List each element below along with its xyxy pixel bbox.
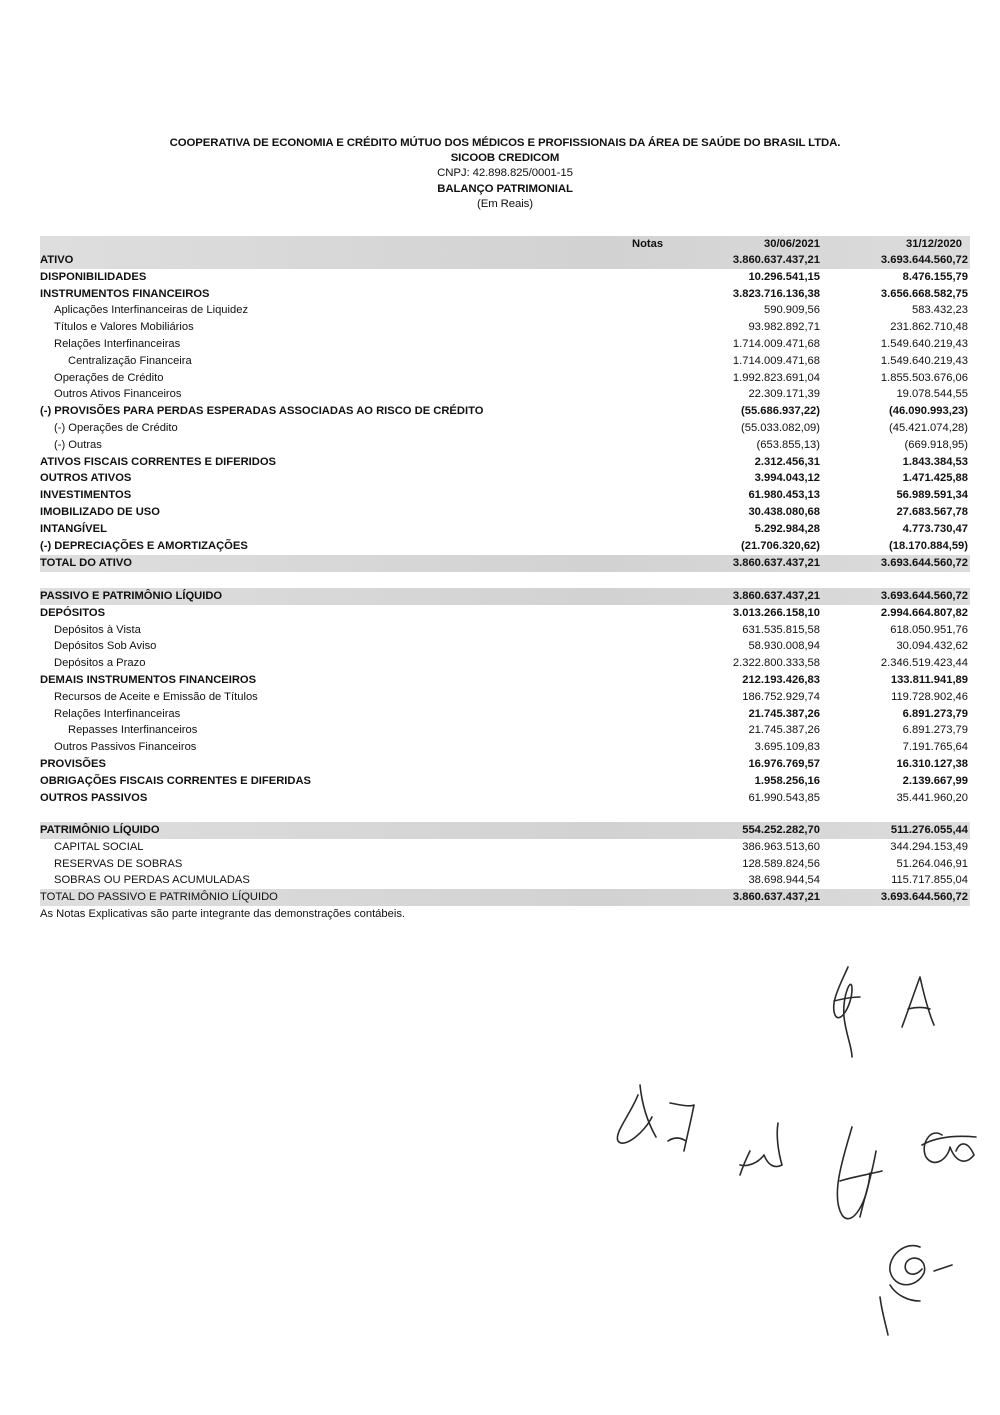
table-row (40, 655, 970, 672)
table-row (40, 756, 970, 773)
table-row (40, 470, 970, 487)
col-notas: Notas (632, 238, 664, 250)
table-row (40, 386, 970, 403)
row-value-1: 21.745.387,26 (748, 707, 820, 720)
row-value-2: (46.090.993,23) (889, 405, 968, 418)
company-name: COOPERATIVA DE ECONOMIA E CRÉDITO MÚTUO DOS MÉDICOS E PROFISSIONAIS DA ÁREA DE SAÚDE DO BRASIL LTDA. (169, 137, 841, 149)
row-value-1: 22.309.171,39 (748, 388, 820, 401)
table-row (40, 487, 970, 504)
row-label: Aplicações Interfinanceiras de Liquidez (54, 304, 249, 317)
table-row (40, 588, 970, 605)
row-value-2: 115.717.855,04 (891, 874, 968, 887)
row-value-1: 212.193.426,83 (742, 674, 820, 686)
row-value-2: 51.264.046,91 (896, 857, 968, 870)
row-value-2: 119.728.902,46 (891, 690, 968, 703)
row-value-2: 618.050.951,76 (890, 623, 968, 636)
column-header-row (40, 236, 970, 253)
row-value-1: 1.992.823.691,04 (732, 371, 820, 384)
total-row (40, 889, 970, 906)
table-row (40, 672, 970, 689)
row-value-1: 2.312.456,31 (754, 455, 820, 468)
row-value-1: (55.033.082,09) (741, 422, 820, 434)
total-row (40, 555, 970, 572)
row-label: INSTRUMENTOS FINANCEIROS (40, 287, 210, 300)
col-date-2: 31/12/2020 (906, 238, 962, 250)
row-label: Relações Interfinanceiras (54, 707, 181, 720)
row-value-2: 133.811.941,89 (890, 674, 968, 686)
table-row (40, 521, 970, 538)
row-label: (-) PROVISÕES PARA PERDAS ESPERADAS ASSOCIADAS AO RISCO DE CRÉDITO (40, 405, 484, 418)
row-label: SOBRAS OU PERDAS ACUMULADAS (54, 874, 250, 887)
table-row (40, 872, 970, 889)
row-value-2: 3.693.644.560,72 (880, 590, 968, 602)
row-label: Operações de Crédito (54, 371, 164, 384)
row-value-1: 16.976.769,57 (748, 758, 820, 770)
table-row (40, 773, 970, 790)
row-value-1: 554.252.282,70 (742, 824, 820, 836)
row-value-1: (55.686.937,22) (741, 405, 820, 418)
row-value-2: 231.862.710,48 (890, 321, 968, 334)
row-label: Relações Interfinanceiras (54, 338, 181, 350)
row-label: Centralização Financeira (68, 354, 192, 367)
table-row (40, 538, 970, 555)
row-value-2: (18.170.884,59) (889, 539, 968, 552)
row-value-2: 35.441.960,20 (896, 791, 968, 804)
row-value-2: 2.994.664.807,82 (880, 606, 968, 619)
row-label: Depósitos à Vista (54, 623, 141, 636)
row-value-1: 386.963.513,60 (742, 840, 820, 853)
row-value-2: 7.191.765,64 (902, 741, 968, 754)
row-value-2: 19.078.544,55 (896, 388, 968, 401)
row-value-2: 8.476.155,79 (902, 270, 968, 283)
row-label: (-) Outras (54, 438, 102, 451)
row-label: Repasses Interfinanceiros (68, 724, 198, 737)
row-value-1: 38.698.944,54 (748, 874, 820, 887)
row-label: TOTAL DO ATIVO (40, 557, 132, 569)
row-value-2: 6.891.273,79 (902, 707, 968, 720)
row-value-1: 3.860.637.437,21 (732, 557, 820, 569)
row-value-1: 5.292.984,28 (754, 522, 820, 535)
row-label: IMOBILIZADO DE USO (40, 506, 160, 518)
table-row (40, 739, 970, 756)
row-label: PASSIVO E PATRIMÔNIO LÍQUIDO (40, 590, 223, 602)
row-value-1: 10.296.541,15 (748, 270, 820, 283)
row-label: (-) DEPRECIAÇÕES E AMORTIZAÇÕES (40, 539, 248, 552)
row-value-1: 3.860.637.437,21 (732, 891, 820, 904)
row-value-1: 2.322.800.333,58 (732, 657, 820, 670)
row-value-2: 27.683.567,78 (896, 506, 968, 518)
signatures-image (590, 955, 990, 1355)
row-label: TOTAL DO PASSIVO E PATRIMÔNIO LÍQUIDO (40, 891, 278, 904)
row-value-1: 21.745.387,26 (748, 724, 820, 737)
table-row (40, 706, 970, 723)
table-row (40, 302, 970, 319)
table-row (40, 504, 970, 521)
row-value-1: 3.860.637.437,21 (732, 254, 820, 266)
row-label: DEMAIS INSTRUMENTOS FINANCEIROS (40, 674, 257, 686)
row-label: INVESTIMENTOS (40, 489, 132, 502)
table-row (40, 420, 970, 437)
table-row (40, 269, 970, 286)
trade-name: SICOOB CREDICOM (450, 152, 560, 165)
row-label: PROVISÕES (40, 758, 106, 770)
row-value-2: 3.693.644.560,72 (880, 891, 968, 904)
row-value-2: 1.843.384,53 (902, 455, 968, 468)
row-value-2: 1.855.503.676,06 (880, 371, 968, 384)
row-value-2: 6.891.273,79 (902, 724, 968, 737)
row-value-1: 30.438.080,68 (748, 506, 820, 518)
row-label: OBRIGAÇÕES FISCAIS CORRENTES E DIFERIDAS (40, 774, 312, 787)
row-label: Recursos de Aceite e Emissão de Títulos (54, 690, 258, 703)
footnote: As Notas Explicativas são parte integrante das demonstrações contábeis. (40, 908, 406, 920)
row-label: Outros Ativos Financeiros (54, 388, 182, 401)
table-row (40, 437, 970, 454)
row-value-2: 344.294.153,49 (890, 840, 968, 853)
table-row (40, 353, 970, 370)
document-header (0, 136, 1000, 212)
table-row (40, 822, 970, 839)
row-value-1: (653.855,13) (756, 438, 820, 451)
currency-note: (Em Reais) (477, 197, 533, 210)
table-row (40, 252, 970, 269)
row-value-1: 590.909,56 (764, 304, 820, 317)
row-value-2: 3.693.644.560,72 (880, 557, 968, 569)
row-label: CAPITAL SOCIAL (54, 840, 144, 853)
row-label: DISPONIBILIDADES (40, 270, 147, 283)
row-value-1: 3.860.637.437,21 (732, 590, 820, 602)
table-row (40, 605, 970, 622)
row-value-2: 1.549.640.219,43 (880, 338, 968, 350)
row-label: Depósitos Sob Aviso (54, 640, 157, 653)
table-row (40, 722, 970, 739)
row-value-1: 3.013.266.158,10 (732, 606, 820, 619)
table-row (40, 839, 970, 856)
row-label: Depósitos a Prazo (54, 657, 146, 670)
row-value-2: 56.989.591,34 (896, 489, 968, 502)
table-row (40, 622, 970, 639)
row-value-2: 4.773.730,47 (902, 522, 968, 535)
row-value-2: 2.139.667,99 (902, 774, 968, 787)
row-value-2: 3.656.668.582,75 (880, 287, 968, 300)
row-value-2: (45.421.074,28) (889, 422, 968, 434)
table-row (40, 638, 970, 655)
row-value-1: 1.958.256,16 (754, 774, 820, 787)
table-row (40, 856, 970, 873)
row-value-2: 583.432,23 (912, 304, 968, 317)
row-label: DEPÓSITOS (40, 606, 106, 619)
row-value-1: 61.990.543,85 (748, 791, 820, 804)
row-value-1: 93.982.892,71 (748, 321, 820, 334)
table-row (40, 370, 970, 387)
table-row (40, 336, 970, 353)
table-row (40, 454, 970, 471)
table-row (40, 689, 970, 706)
row-label: (-) Operações de Crédito (54, 422, 178, 434)
table-row (40, 286, 970, 303)
row-value-1: 58.930.008,94 (748, 640, 820, 653)
row-value-2: 1.471.425,88 (902, 472, 968, 485)
row-value-1: 631.535.815,58 (742, 623, 820, 636)
row-value-2: 3.693.644.560,72 (880, 254, 968, 266)
row-label: INTANGÍVEL (40, 522, 107, 535)
row-value-2: 16.310.127,38 (896, 758, 968, 770)
row-label: RESERVAS DE SOBRAS (54, 857, 183, 870)
row-value-1: 186.752.929,74 (742, 690, 820, 703)
col-date-1: 30/06/2021 (764, 238, 820, 250)
statement-title: BALANÇO PATRIMONIAL (437, 182, 573, 195)
row-value-2: (669.918,95) (904, 438, 968, 451)
table-row (40, 403, 970, 420)
row-label: OUTROS PASSIVOS (40, 791, 148, 804)
row-value-1: 3.823.716.136,38 (732, 287, 820, 300)
row-label: PATRIMÔNIO LÍQUIDO (40, 824, 160, 836)
row-label: Outros Passivos Financeiros (54, 741, 197, 754)
row-label: ATIVO (40, 254, 74, 266)
row-value-1: 3.994.043,12 (754, 472, 820, 485)
row-label: Títulos e Valores Mobiliários (54, 321, 194, 334)
row-value-2: 511.276.055,44 (890, 824, 968, 836)
row-value-1: 61.980.453,13 (748, 489, 820, 502)
row-value-2: 1.549.640.219,43 (880, 354, 968, 367)
row-value-1: (21.706.320,62) (741, 539, 820, 552)
row-value-1: 128.589.824,56 (742, 857, 820, 870)
row-value-2: 30.094.432,62 (896, 640, 968, 653)
row-value-1: 1.714.009.471,68 (732, 338, 820, 350)
row-label: ATIVOS FISCAIS CORRENTES E DIFERIDOS (40, 455, 276, 468)
row-value-2: 2.346.519.423,44 (880, 657, 968, 670)
row-value-1: 3.695.109,83 (754, 741, 820, 754)
table-row (40, 790, 970, 807)
row-label: OUTROS ATIVOS (40, 472, 132, 485)
cnpj: CNPJ: 42.898.825/0001-15 (437, 167, 573, 180)
table-row (40, 319, 970, 336)
row-value-1: 1.714.009.471,68 (732, 354, 820, 367)
